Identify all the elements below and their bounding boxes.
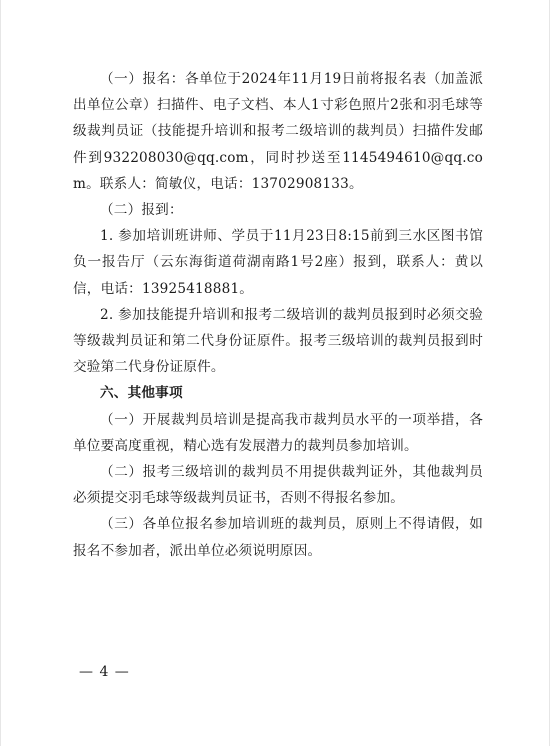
paragraph-report-item-1: 1. 参加培训班讲师、学员于11月23日8:15前到三水区图书馆负一报告厅（云东海街道荷湖南路1号2座）报到，联系人：黄以信，电话：13925418881。 [73, 228, 483, 297]
paragraph-registration: （一）报名：各单位于2024年11月19日前将报名表（加盖派出单位公章）扫描件、电子文档、本人1寸彩色照片2张和羽毛球等级裁判员证（技能提升培训和报考二级培训的裁判员）扫描件发邮件到932208030@qq.com，同时抄送至1145494610@qq.com。联系人：简敏仪，电话：13702908133。 [73, 71, 483, 192]
paragraph-other-item-3: （三）各单位报名参加培训班的裁判员，原则上不得请假，如报名不参加者，派出单位必须说明原因。 [73, 516, 483, 559]
page-number: — 4 — [79, 664, 130, 680]
paragraph-other-item-1: （一）开展裁判员培训是提高我市裁判员水平的一项举措，各单位要高度重视，精心选有发展潜力的裁判员参加培训。 [73, 411, 483, 454]
paragraph-report-heading: （二）报到： [100, 202, 183, 219]
paragraph-report-item-2: 2. 参加技能提升培训和报考二级培训的裁判员报到时必须交验等级裁判员证和第二代身份证原件。报考三级培训的裁判员报到时交验第二代身份证原件。 [73, 306, 483, 376]
section-heading-other-matters: 六、其他事项 [100, 385, 183, 402]
paragraph-other-item-2: （二）报考三级培训的裁判员不用提供裁判证外，其他裁判员必须提交羽毛球等级裁判员证书，否则不得报名参加。 [73, 464, 483, 507]
document-body [73, 66, 483, 564]
